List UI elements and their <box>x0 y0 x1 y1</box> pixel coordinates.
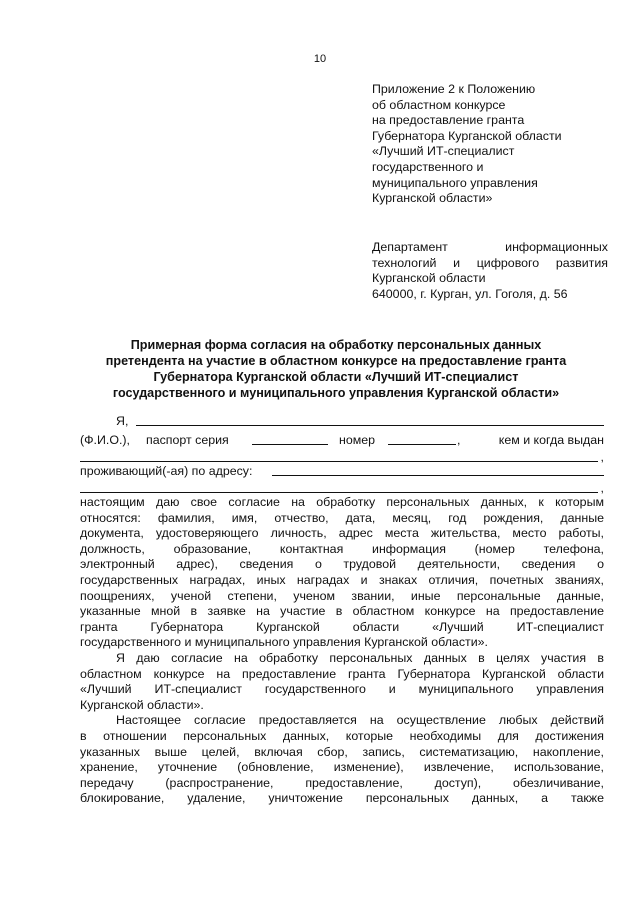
appendix-line: на предоставление гранта <box>372 113 525 128</box>
body-line: документа, удостоверяющего личность, адрес места жительства, место работы, <box>80 526 604 541</box>
passport-series-blank[interactable] <box>252 433 328 445</box>
paragraph-3 <box>80 713 604 807</box>
body-line: «Лучший ИТ-специалист государственного и муниципального управления <box>80 682 604 697</box>
appendix-line: муниципального управления <box>372 175 538 190</box>
address-row <box>80 463 604 479</box>
body-line: Я даю согласие на обработку персональных данных в целях участия в <box>116 650 604 665</box>
issued-by-blank[interactable] <box>80 450 598 462</box>
comma: , <box>457 433 461 447</box>
department-line: Департамент информационных <box>372 240 608 254</box>
body-line: блокирование, удаление, уничтожение персональных данных, а также <box>80 791 604 806</box>
name-row <box>80 413 604 429</box>
department-line: 640000, г. Курган, ул. Гоголя, д. 56 <box>372 286 568 301</box>
body-line: гранта Губернатора Курганской области «Лучший ИТ-специалист <box>80 619 604 634</box>
department-address-block <box>372 240 608 302</box>
department-line: Курганской области <box>372 271 486 286</box>
body-line: Курганской области». <box>80 697 204 712</box>
appendix-line: Приложение 2 к Положению <box>372 82 536 96</box>
passport-number-label: номер <box>339 433 376 447</box>
passport-number-blank[interactable] <box>388 433 456 445</box>
address-continuation-blank[interactable] <box>80 481 598 493</box>
appendix-header <box>372 82 612 207</box>
fio-label: (Ф.И.О.), <box>80 433 130 447</box>
i-label: Я, <box>116 414 129 428</box>
body-line: Настоящее согласие предоставляется на осуществление любых действий <box>116 713 604 728</box>
consent-body <box>80 495 604 807</box>
body-line: в отношении персональных данных, которые необходимы для достижения <box>80 728 604 743</box>
body-line: электронный адрес), сведения о трудовой деятельности, сведения о <box>80 557 604 572</box>
body-line: относятся: фамилия, имя, отчество, дата, месяц, год рождения, данные <box>80 510 604 525</box>
appendix-line: об областном конкурсе <box>372 97 506 112</box>
body-line: указанные мной в заявке на участие в областном конкурсе на предоставление <box>80 604 604 619</box>
appendix-line: Губернатора Курганской области <box>372 128 562 143</box>
page-number: 10 <box>313 53 327 65</box>
appendix-line: Курганской области» <box>372 191 493 206</box>
title-line: претендента на участие в областном конкурсе на предоставление гранта <box>105 354 567 368</box>
body-line: должность, образование, контактная информация (номер телефона, <box>80 541 604 556</box>
address-blank[interactable] <box>272 464 604 476</box>
passport-row <box>80 432 604 448</box>
body-line: государственного и муниципального управления Курганской области». <box>80 635 488 650</box>
address-label: проживающий(-ая) по адресу: <box>80 464 253 478</box>
comma: , <box>600 450 604 464</box>
paragraph-2 <box>80 651 604 713</box>
title-line: государственного и муниципального управления Курганской области» <box>112 386 560 400</box>
paragraph-1 <box>80 495 604 651</box>
body-line: настоящим даю свое согласие на обработку персональных данных, к которым <box>80 495 604 509</box>
department-line: технологий и цифрового развития <box>372 255 608 270</box>
body-line: областном конкурсе на предоставление гранта Губернатора Курганской области <box>80 666 604 681</box>
comma: , <box>600 481 604 495</box>
body-line: передачу (распространение, предоставление, доступ), обезличивание, <box>80 775 604 790</box>
appendix-line: государственного и <box>372 159 484 174</box>
body-line: указанных выше целей, включая сбор, запись, систематизацию, накопление, <box>80 744 604 759</box>
fio-blank[interactable] <box>136 414 604 426</box>
body-line: хранение, уточнение (обновление, изменение), извлечение, использование, <box>80 760 604 775</box>
body-line: поощрениях, ученой степени, ученом звании, иные персональные данные, <box>80 588 604 603</box>
title-line: Губернатора Курганской области «Лучший ИТ-специалист <box>153 370 519 384</box>
address-continuation-row <box>80 480 604 496</box>
body-line: государственных наградах, иных наградах и знаках отличия, почетных званиях, <box>80 572 604 587</box>
document-title <box>60 337 612 401</box>
issued-by-label: кем и когда выдан <box>498 433 604 447</box>
appendix-line: «Лучший ИТ-специалист <box>372 144 515 159</box>
passport-series-label: паспорт серия <box>146 433 229 447</box>
title-line: Примерная форма согласия на обработку персональных данных <box>130 338 542 352</box>
